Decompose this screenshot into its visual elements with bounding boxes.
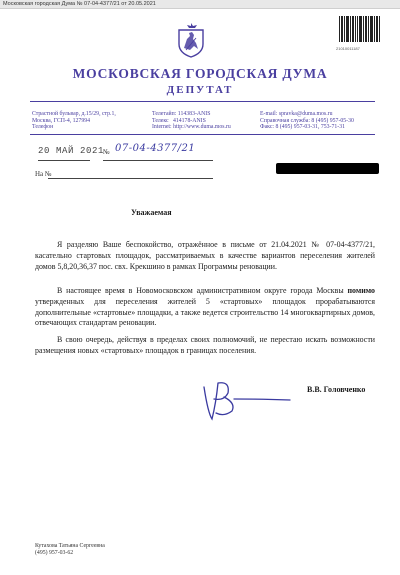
executor-name: Кутахова Татьяна Сергеевна <box>35 543 105 549</box>
contact-email <box>260 111 354 131</box>
letterhead-divider-thick <box>30 134 375 135</box>
body-paragraph-3: В свою очередь, действуя в пределах своих полномочий, не перестаю искать возможности размещения новых «стартовых» площадок в границах поселения. <box>35 335 375 355</box>
contact-line: Страстной бульвар, д.15/29, стр.1, <box>32 111 116 117</box>
paragraph-emphasis: помимо <box>347 286 375 295</box>
contact-telegraph <box>152 111 231 131</box>
org-subtitle: ДЕПУТАТ <box>166 84 234 96</box>
contact-line: Телетайп: 114383-ANIS <box>152 111 211 117</box>
greeting: Уважаемая <box>131 208 172 217</box>
date-underline <box>38 160 90 161</box>
paragraph-text: В настоящее время в Новомосковском административном округе города Москвы <box>57 286 348 295</box>
letter-number-label: № <box>103 148 110 156</box>
executor-phone: (495) 957-03-62 <box>35 550 74 556</box>
barcode-number: 21010011187 <box>336 46 360 51</box>
letter-number-handwritten: 07-04-4377/21 <box>115 143 196 154</box>
handwritten-signature <box>194 373 294 421</box>
contact-line: Телефон <box>32 124 54 131</box>
letterhead-divider-thin <box>30 101 375 102</box>
paragraph-text: утвержденных для переселения жителей 5 «стартовых» площадок прорабатываются дополнительные «стартовые» площадки, а также ведется строительство 14 многоквартирных домов, отвечающих стандартам реновации. <box>35 296 375 328</box>
contact-line: Факс: 8 (495) 957-03-31, 753-71-31 <box>260 124 346 131</box>
contact-line: Телекс 414178-ANIS <box>152 117 206 124</box>
moscow-coat-of-arms-icon <box>176 22 206 58</box>
body-paragraph-2 <box>35 286 375 329</box>
document-header-text: Московская городская Дума № 07-04-4377/21 от 20.05.2021 <box>3 1 156 7</box>
executor-info <box>35 543 105 557</box>
body-paragraph-1: Я разделяю Ваше беспокойство, отражённое в письме от 21.04.2021 № 07-04-4377/21, касательно стартовых площадок, рассматриваемых в качестве вариантов переселения жителей домов 5,8,20,36,37 пос. свх. Крекшино в рамках Программы реновации. <box>35 240 375 271</box>
number-underline <box>103 160 213 161</box>
contact-line: Internet: http://www.duma.mos.ru <box>152 124 231 131</box>
org-name: МОСКОВСКАЯ ГОРОДСКАЯ ДУМА <box>72 66 328 81</box>
signer-name: В.В. Головченко <box>307 385 366 394</box>
letter-date-stamp: 20 МАЙ 2021 <box>38 146 105 156</box>
reply-to-underline <box>48 178 213 179</box>
document-header-bar <box>0 0 400 9</box>
reply-to-label: На № <box>35 170 52 178</box>
contact-line: Справочная служба: 8 (495) 957-05-30 <box>260 117 354 124</box>
contact-address <box>32 111 116 131</box>
recipient-redaction <box>276 163 379 174</box>
barcode-icon <box>338 14 382 44</box>
contact-line: Москва, ГСП-4, 127994 <box>32 117 91 124</box>
contact-line: E-mail: spravka@duma.mos.ru <box>260 111 333 117</box>
